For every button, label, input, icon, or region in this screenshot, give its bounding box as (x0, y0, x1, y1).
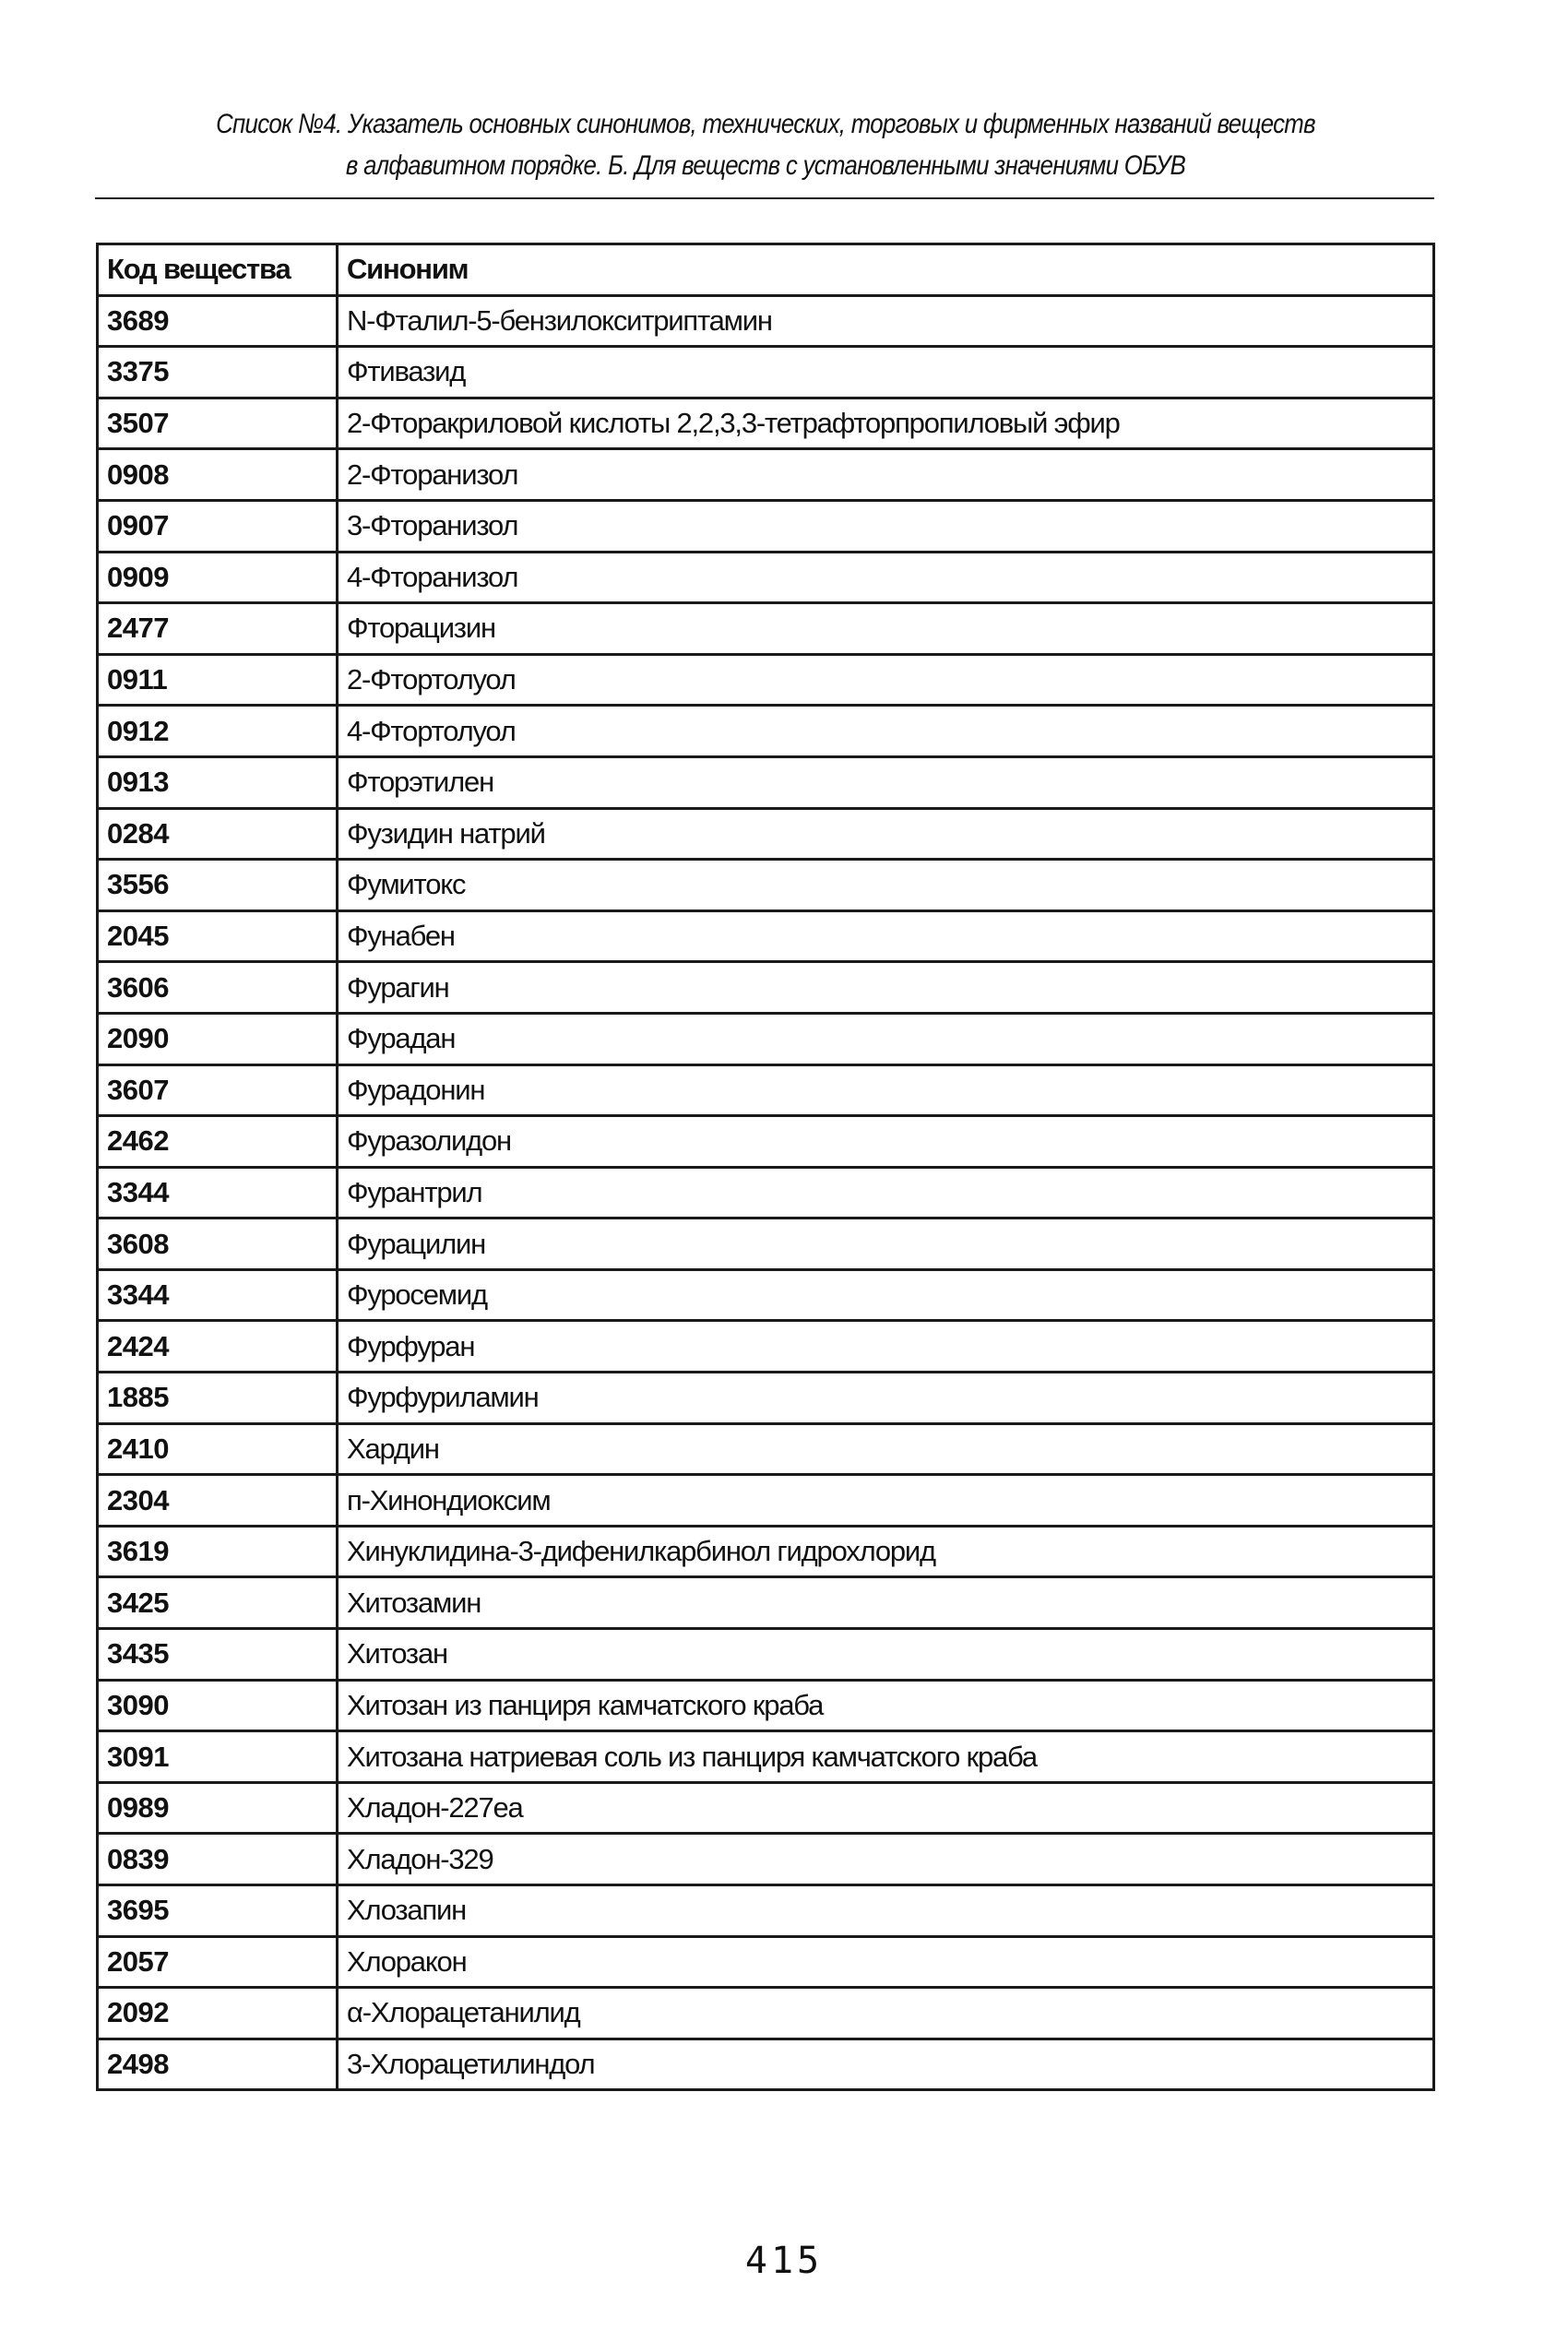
substance-code-cell: 3556 (98, 860, 338, 911)
synonym-cell: Фунабен (338, 910, 1434, 962)
synonym-cell: 4-Фторанизол (338, 552, 1434, 603)
table-row (98, 706, 1434, 757)
substance-code-cell: 2424 (98, 1321, 338, 1373)
substance-code-cell: 3606 (98, 962, 338, 1014)
table-row (98, 1885, 1434, 1937)
column-header-code: Код вещества (98, 244, 338, 296)
synonym-cell: Фурфуран (338, 1321, 1434, 1373)
synonym-cell: Фурантрил (338, 1167, 1434, 1219)
page-number: 415 (744, 2240, 824, 2282)
synonym-cell: Фурадан (338, 1013, 1434, 1064)
substance-code-cell: 3091 (98, 1731, 338, 1783)
table-row (98, 910, 1434, 962)
table-row (98, 1988, 1434, 2039)
substance-code-cell: 2092 (98, 1988, 338, 2039)
synonym-cell: 2-Фторанизол (338, 449, 1434, 501)
header-divider (95, 197, 1434, 199)
synonym-cell: 3-Хлорацетилиндол (338, 2039, 1434, 2090)
substance-code-cell: 2057 (98, 1936, 338, 1988)
synonym-cell: Хладон-227еа (338, 1782, 1434, 1834)
table-row (98, 962, 1434, 1014)
table-row (98, 500, 1434, 552)
substance-code-cell: 0912 (98, 706, 338, 757)
substance-code-cell: 3608 (98, 1219, 338, 1270)
synonym-cell: Фузидин натрий (338, 808, 1434, 860)
substance-code-cell: 2304 (98, 1475, 338, 1527)
substance-code-cell: 2462 (98, 1116, 338, 1168)
substance-code-cell: 0913 (98, 756, 338, 808)
table-row (98, 1526, 1434, 1577)
table-header-row (98, 244, 1434, 296)
synonym-cell: Фуразолидон (338, 1116, 1434, 1168)
table-row (98, 1116, 1434, 1168)
synonym-cell: Фторэтилен (338, 756, 1434, 808)
substance-code-cell: 0989 (98, 1782, 338, 1834)
table-row (98, 860, 1434, 911)
synonym-cell: Хлоракон (338, 1936, 1434, 1988)
table-row (98, 398, 1434, 449)
synonyms-table (96, 243, 1435, 2091)
table-row (98, 1577, 1434, 1629)
synonym-cell: Фуросемид (338, 1269, 1434, 1321)
synonym-cell: Хитозамин (338, 1577, 1434, 1629)
synonym-cell: Хлозапин (338, 1885, 1434, 1937)
substance-code-cell: 3507 (98, 398, 338, 449)
table-row (98, 1321, 1434, 1373)
table-row (98, 1834, 1434, 1885)
table-row (98, 1269, 1434, 1321)
table-row (98, 603, 1434, 655)
substance-code-cell: 2498 (98, 2039, 338, 2090)
synonym-cell: Хитозан из панциря камчатского краба (338, 1680, 1434, 1731)
synonym-cell: Хитозан (338, 1629, 1434, 1681)
synonym-cell: Фурфуриламин (338, 1373, 1434, 1424)
table-row (98, 1629, 1434, 1681)
table-body (98, 295, 1434, 2090)
header-line-2: в алфавитном порядке. Б. Для веществ с установленными значениями ОБУВ (345, 150, 1186, 181)
table-row (98, 1680, 1434, 1731)
synonym-cell: Фторацизин (338, 603, 1434, 655)
table-row (98, 1423, 1434, 1475)
substance-code-cell: 1885 (98, 1373, 338, 1424)
table-row (98, 1167, 1434, 1219)
substance-code-cell: 0909 (98, 552, 338, 603)
synonym-cell: Хардин (338, 1423, 1434, 1475)
synonym-cell: α-Хлорацетанилид (338, 1988, 1434, 2039)
substance-code-cell: 2045 (98, 910, 338, 962)
table-row (98, 1936, 1434, 1988)
substance-code-cell: 2477 (98, 603, 338, 655)
substance-code-cell: 3425 (98, 1577, 338, 1629)
synonym-cell: N-Фталил-5-бензилокситриптамин (338, 295, 1434, 347)
substance-code-cell: 3619 (98, 1526, 338, 1577)
substance-code-cell: 2410 (98, 1423, 338, 1475)
synonym-cell: Хладон-329 (338, 1834, 1434, 1885)
synonym-cell: Фтивазид (338, 347, 1434, 398)
substance-code-cell: 3375 (98, 347, 338, 398)
synonym-cell: 2-Фтортолуол (338, 654, 1434, 706)
substance-code-cell: 0911 (98, 654, 338, 706)
substance-code-cell: 3090 (98, 1680, 338, 1731)
synonym-cell: Фумитокс (338, 860, 1434, 911)
page-header (186, 103, 1345, 186)
substance-code-cell: 0907 (98, 500, 338, 552)
synonym-cell: Фурагин (338, 962, 1434, 1014)
table-row (98, 1219, 1434, 1270)
synonym-cell: 3-Фторанизол (338, 500, 1434, 552)
substance-code-cell: 2090 (98, 1013, 338, 1064)
table-row (98, 295, 1434, 347)
substance-code-cell: 0908 (98, 449, 338, 501)
table-row (98, 2039, 1434, 2090)
synonym-cell: 4-Фтортолуол (338, 706, 1434, 757)
header-line-1: Список №4. Указатель основных синонимов, технических, торговых и фирменных названий веществ (216, 109, 1315, 139)
substance-code-cell: 3344 (98, 1167, 338, 1219)
substance-code-cell: 3344 (98, 1269, 338, 1321)
synonym-cell: п-Хинондиоксим (338, 1475, 1434, 1527)
substance-code-cell: 0284 (98, 808, 338, 860)
table-row (98, 1373, 1434, 1424)
synonym-cell: Хинуклидина-3-дифенилкарбинол гидрохлорид (338, 1526, 1434, 1577)
table-row (98, 552, 1434, 603)
substance-code-cell: 3695 (98, 1885, 338, 1937)
table-row (98, 449, 1434, 501)
table-row (98, 808, 1434, 860)
table-row (98, 756, 1434, 808)
table-row (98, 1475, 1434, 1527)
substance-code-cell: 0839 (98, 1834, 338, 1885)
table-row (98, 1731, 1434, 1783)
table-row (98, 347, 1434, 398)
substance-code-cell: 3435 (98, 1629, 338, 1681)
synonym-cell: Хитозана натриевая соль из панциря камчатского краба (338, 1731, 1434, 1783)
substance-code-cell: 3689 (98, 295, 338, 347)
table-row (98, 654, 1434, 706)
synonym-cell: Фурадонин (338, 1064, 1434, 1116)
table-row (98, 1013, 1434, 1064)
synonym-cell: Фурацилин (338, 1219, 1434, 1270)
table-row (98, 1064, 1434, 1116)
synonym-cell: 2-Фторакриловой кислоты 2,2,3,3-тетрафторпропиловый эфир (338, 398, 1434, 449)
table-row (98, 1782, 1434, 1834)
column-header-synonym: Синоним (338, 244, 1434, 296)
substance-code-cell: 3607 (98, 1064, 338, 1116)
